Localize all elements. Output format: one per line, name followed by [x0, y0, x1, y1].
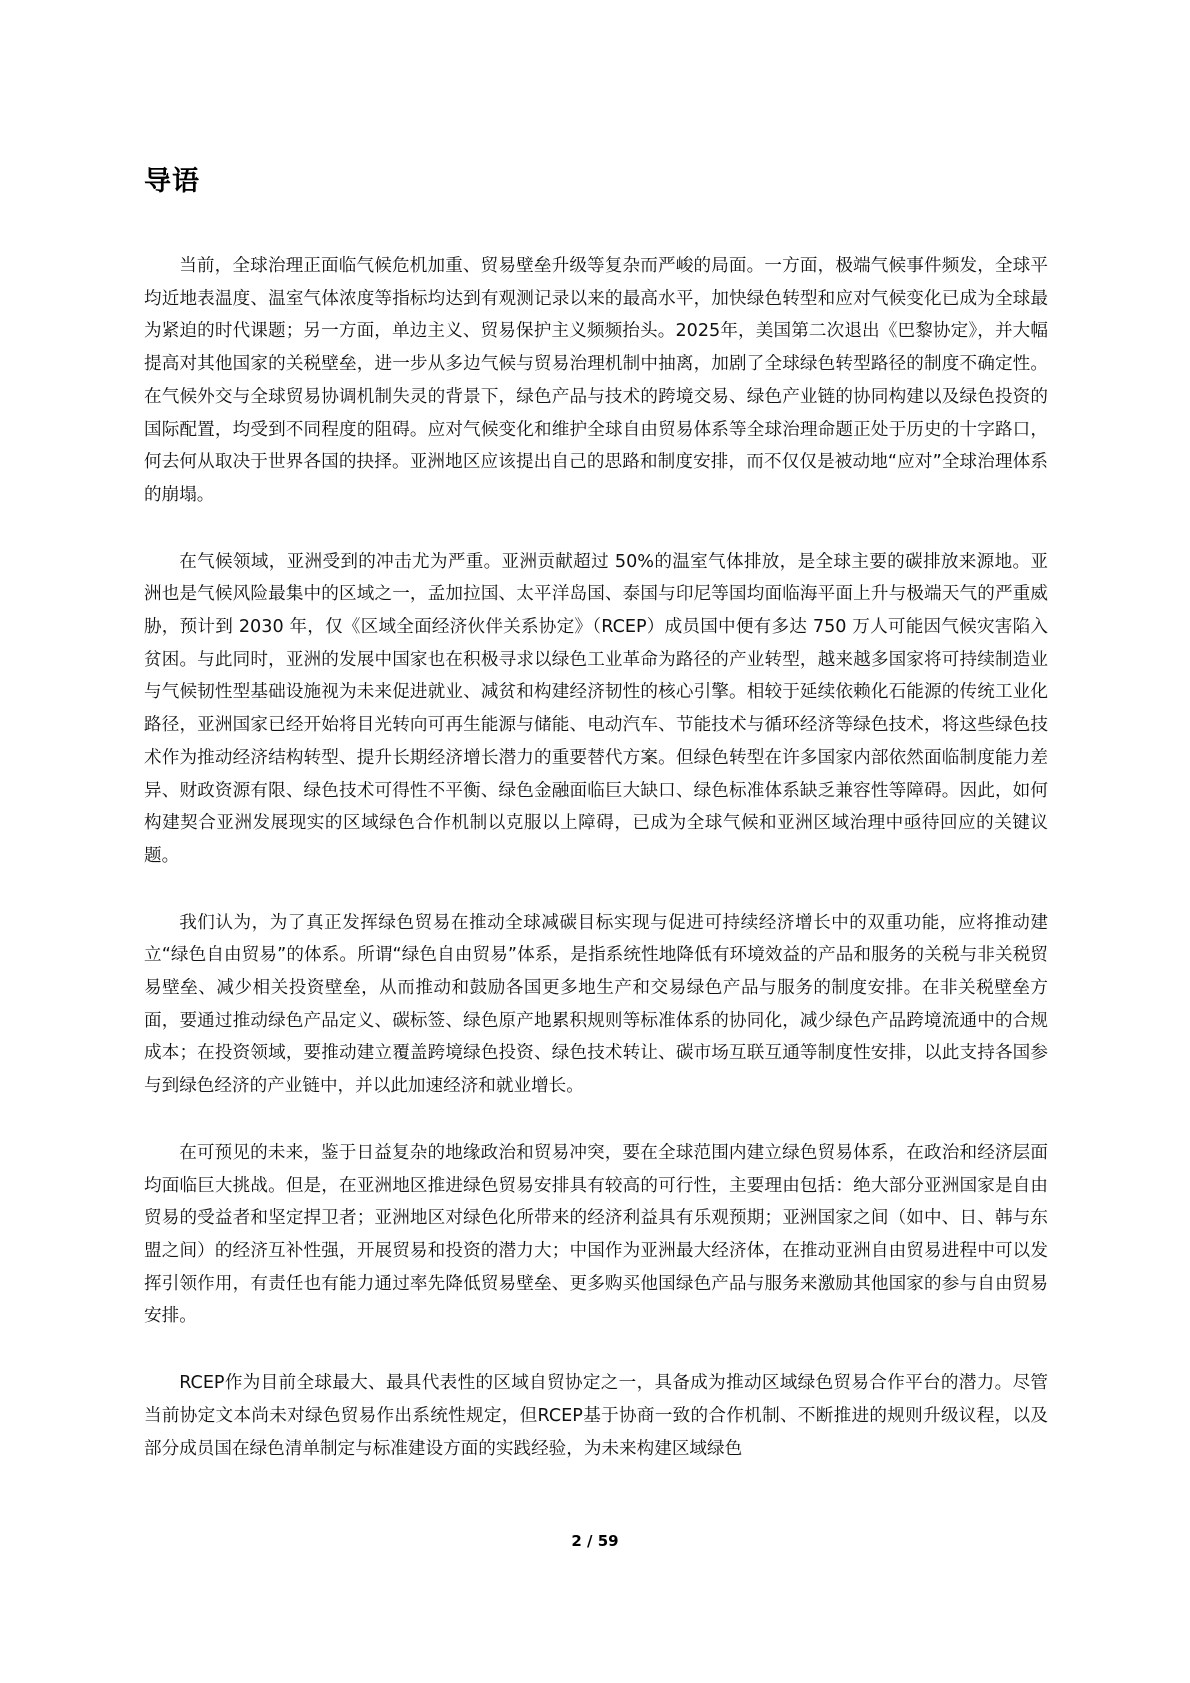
paragraph-3: 我们认为，为了真正发挥绿色贸易在推动全球减碳目标实现与促进可持续经济增长中的双重功能，应将推动建立“绿色自由贸易”的体系。所谓“绿色自由贸易”体系，是指系统性地降低有环境效益的产品和服务的关税与非关税贸易壁垒、减少相关投资壁垒，从而推动和鼓励各国更多地生产和交易绿色产品与服务的制度安排。在非关税壁垒方面，要通过推动绿色产品定义、碳标签、绿色原产地累积规则等标准体系的协同化，减少绿色产品跨境流通中的合规成本；在投资领域，要推动建立覆盖跨境绿色投资、绿色技术转让、碳市场互联互通等制度性安排，以此支持各国参与到绿色经济的产业链中，并以此加速经济和就业增长。 — [144, 912, 1048, 1097]
page-number: 2 / 59 — [571, 1532, 619, 1550]
paragraph-5: RCEP作为目前全球最大、最具代表性的区域自贸协定之一，具备成为推动区域绿色贸易合作平台的潜力。尽管当前协定文本尚未对绿色贸易作出系统性规定，但RCEP基于协商一致的合作机制、不断推进的规则升级议程，以及部分成员国在绿色清单制定与标准建设方面的实践经验，为未来构建区域绿色 — [144, 1373, 1048, 1459]
body-text — [144, 250, 1048, 1499]
section-heading: 导语 — [144, 166, 200, 197]
paragraph-1: 当前，全球治理正面临气候危机加重、贸易壁垒升级等复杂而严峻的局面。一方面，极端气候事件频发，全球平均近地表温度、温室气体浓度等指标均达到有观测记录以来的最高水平，加快绿色转型和应对气候变化已成为全球最为紧迫的时代课题；另一方面，单边主义、贸易保护主义频频抬头。2025年，美国第二次退出《巴黎协定》，并大幅提高对其他国家的关税壁垒，进一步从多边气候与贸易治理机制中抽离，加剧了全球绿色转型路径的制度不确定性。在气候外交与全球贸易协调机制失灵的背景下，绿色产品与技术的跨境交易、绿色产业链的协同构建以及绿色投资的国际配置，均受到不同程度的阻碍。应对气候变化和维护全球自由贸易体系等全球治理命题正处于历史的十字路口，何去何从取决于世界各国的抉择。亚洲地区应该提出自己的思路和制度安排，而不仅仅是被动地“应对”全球治理体系的崩塌。 — [144, 256, 1048, 505]
paragraph-2: 在气候领域，亚洲受到的冲击尤为严重。亚洲贡献超过 50%的温室气体排放，是全球主要的碳排放来源地。亚洲也是气候风险最集中的区域之一，孟加拉国、太平洋岛国、泰国与印尼等国均面临海平面上升与极端天气的严重威胁，预计到 2030 年，仅《区域全面经济伙伴关系协定》（RCEP）成员国中便有多达 750 万人可能因气候灾害陷入贫困。与此同时，亚洲的发展中国家也在积极寻求以绿色工业革命为路径的产业转型，越来越多国家将可持续制造业与气候韧性型基础设施视为未来促进就业、减贫和构建经济韧性的核心引擎。相较于延续依赖化石能源的传统工业化路径，亚洲国家已经开始将目光转向可再生能源与储能、电动汽车、节能技术与循环经济等绿色技术，将这些绿色技术作为推动经济结构转型、提升长期经济增长潜力的重要替代方案。但绿色转型在许多国家内部依然面临制度能力差异、财政资源有限、绿色技术可得性不平衡、绿色金融面临巨大缺口、绿色标准体系缺乏兼容性等障碍。因此，如何构建契合亚洲发展现实的区域绿色合作机制以克服以上障碍，已成为全球气候和亚洲区域治理中亟待回应的关键议题。 — [144, 551, 1048, 866]
paragraph-4: 在可预见的未来，鉴于日益复杂的地缘政治和贸易冲突，要在全球范围内建立绿色贸易体系，在政治和经济层面均面临巨大挑战。但是，在亚洲地区推进绿色贸易安排具有较高的可行性，主要理由包括：绝大部分亚洲国家是自由贸易的受益者和坚定捍卫者；亚洲地区对绿色化所带来的经济利益具有乐观预期；亚洲国家之间（如中、日、韩与东盟之间）的经济互补性强，开展贸易和投资的潜力大；中国作为亚洲最大经济体，在推动亚洲自由贸易进程中可以发挥引领作用，有责任也有能力通过率先降低贸易壁垒、更多购买他国绿色产品与服务来激励其他国家的参与自由贸易安排。 — [144, 1142, 1048, 1327]
